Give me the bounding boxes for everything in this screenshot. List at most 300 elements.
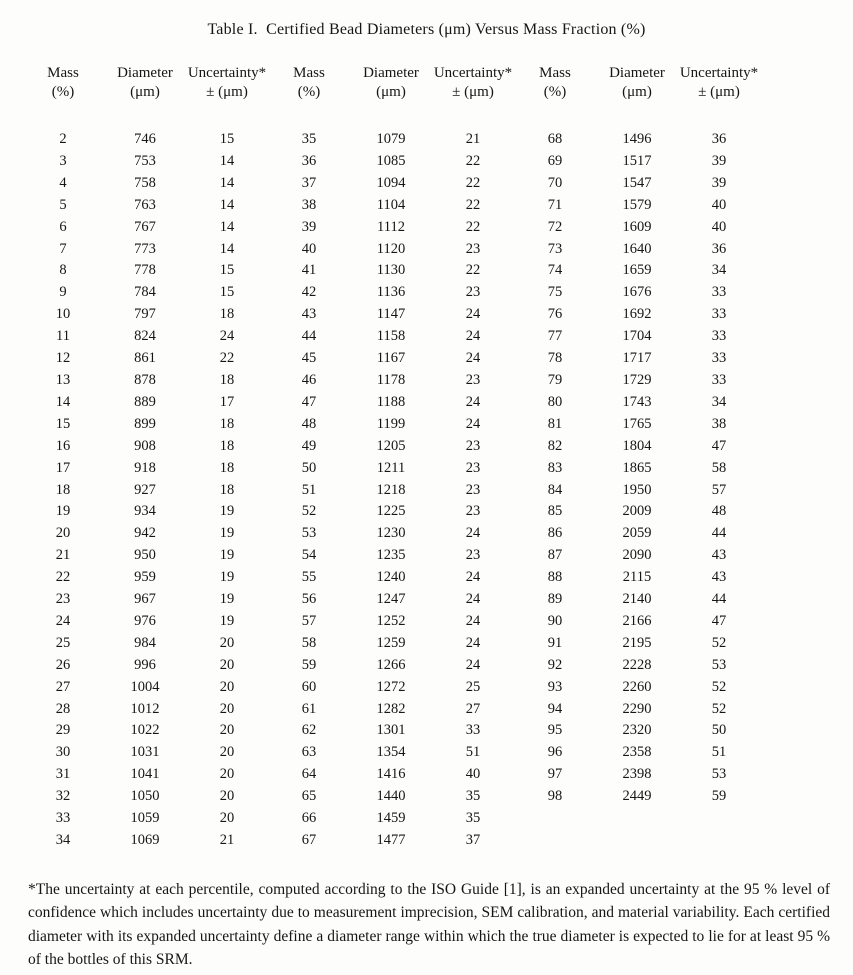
mass-cell bbox=[514, 830, 596, 852]
uncertainty-cell: 51 bbox=[465, 744, 481, 761]
uncertainty-cell: 50 bbox=[711, 722, 727, 739]
diameter-cell: 2290 bbox=[622, 700, 652, 717]
diameter-cell: 1717 bbox=[622, 350, 652, 367]
diameter-cell: 899 bbox=[134, 415, 156, 432]
uncertainty-cell: 34 bbox=[711, 393, 727, 410]
mass-cell: 49 bbox=[301, 437, 317, 454]
table-row bbox=[22, 392, 760, 414]
diameter-cell: 1865 bbox=[622, 459, 652, 476]
header-line: Mass bbox=[293, 65, 325, 81]
mass-cell: 67 bbox=[301, 832, 317, 848]
uncertainty-cell: 19 bbox=[219, 569, 235, 586]
mass-cell: 43 bbox=[301, 306, 317, 323]
uncertainty-cell: 39 bbox=[711, 152, 727, 169]
uncertainty-cell: 22 bbox=[465, 196, 481, 213]
table-row bbox=[22, 480, 760, 502]
diameter-cell: 763 bbox=[134, 196, 156, 213]
table-row bbox=[22, 611, 760, 633]
diameter-cell: 942 bbox=[134, 525, 156, 542]
mass-cell: 90 bbox=[547, 612, 563, 629]
footnote-text: *The uncertainty at each percentile, computed according to the ISO Guide [1], is an expanded uncertainty at the 95 % level of confidence which includes uncertainty due to measurement imprecision, SEM calibration, and material variability. Each certified diameter with its expanded uncertainty define a diameter range within which the true diameter is expected to lie for at least 95 % of the bottles of this SRM. bbox=[28, 880, 830, 969]
mass-cell: 58 bbox=[301, 634, 317, 651]
uncertainty-cell: 18 bbox=[219, 306, 235, 323]
mass-cell: 57 bbox=[301, 612, 317, 629]
mass-cell: 77 bbox=[547, 328, 563, 345]
mass-cell: 94 bbox=[547, 700, 563, 717]
table-row bbox=[22, 786, 760, 808]
mass-cell: 91 bbox=[547, 634, 563, 651]
mass-cell: 29 bbox=[55, 722, 71, 739]
uncertainty-cell: 51 bbox=[711, 744, 727, 761]
diameter-cell: 1104 bbox=[376, 196, 406, 213]
header-line: Diameter bbox=[363, 65, 419, 81]
table-row bbox=[22, 633, 760, 655]
mass-cell: 3 bbox=[59, 152, 67, 169]
uncertainty-cell: 20 bbox=[219, 766, 235, 783]
mass-cell: 69 bbox=[547, 152, 563, 169]
diameter-cell: 1950 bbox=[622, 481, 652, 498]
uncertainty-cell: 20 bbox=[219, 744, 235, 761]
mass-cell: 4 bbox=[59, 174, 67, 191]
diameter-cell: 1743 bbox=[622, 393, 652, 410]
mass-cell: 10 bbox=[55, 306, 71, 323]
uncertainty-cell: 21 bbox=[219, 832, 235, 848]
mass-cell: 93 bbox=[547, 678, 563, 695]
column-header-diameter bbox=[350, 64, 432, 129]
table-row bbox=[22, 304, 760, 326]
uncertainty-cell: 24 bbox=[465, 393, 481, 410]
uncertainty-cell: 59 bbox=[711, 788, 727, 805]
diameter-cell: 1167 bbox=[376, 350, 406, 367]
mass-cell: 62 bbox=[301, 722, 317, 739]
diameter-cell: 1031 bbox=[130, 744, 160, 761]
diameter-cell: 1266 bbox=[376, 656, 406, 673]
table-body bbox=[22, 129, 760, 852]
diameter-cell: 758 bbox=[134, 174, 156, 191]
mass-cell: 7 bbox=[59, 240, 67, 257]
uncertainty-cell: 33 bbox=[711, 306, 727, 323]
uncertainty-cell: 20 bbox=[219, 700, 235, 717]
mass-cell: 37 bbox=[301, 174, 317, 191]
diameter-cell: 1012 bbox=[130, 700, 160, 717]
header-line: ± (μm) bbox=[452, 84, 494, 100]
uncertainty-cell: 17 bbox=[219, 393, 235, 410]
mass-cell: 41 bbox=[301, 262, 317, 279]
mass-cell: 60 bbox=[301, 678, 317, 695]
uncertainty-cell: 39 bbox=[711, 174, 727, 191]
uncertainty-cell: 15 bbox=[219, 131, 235, 147]
uncertainty-cell: 20 bbox=[219, 810, 235, 827]
diameter-cell: 1050 bbox=[130, 788, 160, 805]
diameter-cell: 2009 bbox=[622, 503, 652, 520]
mass-cell: 82 bbox=[547, 437, 563, 454]
table-row bbox=[22, 808, 760, 830]
uncertainty-cell: 24 bbox=[465, 350, 481, 367]
uncertainty-cell: 19 bbox=[219, 547, 235, 564]
mass-cell: 14 bbox=[55, 393, 71, 410]
diameter-cell: 1729 bbox=[622, 371, 652, 388]
diameter-cell: 1692 bbox=[622, 306, 652, 323]
diameter-cell: 861 bbox=[134, 350, 156, 367]
uncertainty-cell: 27 bbox=[465, 700, 481, 717]
mass-cell: 53 bbox=[301, 525, 317, 542]
uncertainty-cell: 19 bbox=[219, 591, 235, 608]
table-row bbox=[22, 655, 760, 677]
uncertainty-cell: 37 bbox=[465, 832, 481, 848]
table-row bbox=[22, 501, 760, 523]
mass-cell: 38 bbox=[301, 196, 317, 213]
uncertainty-cell: 22 bbox=[465, 174, 481, 191]
diameter-cell: 1130 bbox=[376, 262, 406, 279]
diameter-cell: 889 bbox=[134, 393, 156, 410]
uncertainty-cell: 14 bbox=[219, 240, 235, 257]
uncertainty-cell: 15 bbox=[219, 262, 235, 279]
uncertainty-cell: 18 bbox=[219, 481, 235, 498]
diameter-cell: 1282 bbox=[376, 700, 406, 717]
mass-cell: 84 bbox=[547, 481, 563, 498]
uncertainty-cell: 23 bbox=[465, 503, 481, 520]
mass-cell: 61 bbox=[301, 700, 317, 717]
mass-cell: 56 bbox=[301, 591, 317, 608]
diameter-cell: 1640 bbox=[622, 240, 652, 257]
header-line: (μm) bbox=[622, 84, 652, 100]
mass-cell: 27 bbox=[55, 678, 71, 695]
uncertainty-cell bbox=[678, 808, 760, 830]
table-row bbox=[22, 720, 760, 742]
uncertainty-cell: 33 bbox=[711, 371, 727, 388]
diameter-cell: 1188 bbox=[376, 393, 406, 410]
uncertainty-cell: 47 bbox=[711, 612, 727, 629]
table-row bbox=[22, 830, 760, 852]
mass-cell: 42 bbox=[301, 284, 317, 301]
diameter-cell: 2398 bbox=[622, 766, 652, 783]
header-line: ± (μm) bbox=[698, 84, 740, 100]
table-title: Table I. Certified Bead Diameters (μm) Versus Mass Fraction (%) bbox=[207, 21, 646, 38]
table-row bbox=[22, 239, 760, 261]
mass-cell: 46 bbox=[301, 371, 317, 388]
mass-cell: 78 bbox=[547, 350, 563, 367]
header-line: Uncertainty* bbox=[433, 65, 513, 81]
uncertainty-cell: 20 bbox=[219, 788, 235, 805]
mass-cell: 39 bbox=[301, 218, 317, 235]
uncertainty-cell: 24 bbox=[465, 591, 481, 608]
diameter-cell: 1240 bbox=[376, 569, 406, 586]
diameter-cell: 1235 bbox=[376, 547, 406, 564]
mass-cell: 28 bbox=[55, 700, 71, 717]
mass-cell: 40 bbox=[301, 240, 317, 257]
uncertainty-cell: 33 bbox=[711, 328, 727, 345]
table-row bbox=[22, 282, 760, 304]
mass-cell: 16 bbox=[55, 437, 71, 454]
table-row bbox=[22, 677, 760, 699]
diameter-cell: 2228 bbox=[622, 656, 652, 673]
diameter-cell: 2449 bbox=[622, 788, 652, 805]
mass-cell bbox=[514, 808, 596, 830]
mass-cell: 66 bbox=[301, 810, 317, 827]
diameter-cell: 1004 bbox=[130, 678, 160, 695]
uncertainty-cell: 24 bbox=[465, 612, 481, 629]
mass-cell: 83 bbox=[547, 459, 563, 476]
table-row bbox=[22, 326, 760, 348]
diameter-cell: 2115 bbox=[622, 569, 652, 586]
diameter-cell: 1416 bbox=[376, 766, 406, 783]
uncertainty-cell bbox=[678, 830, 760, 852]
mass-cell: 8 bbox=[59, 262, 67, 279]
uncertainty-cell: 14 bbox=[219, 152, 235, 169]
column-header-mass bbox=[268, 64, 350, 129]
uncertainty-cell: 52 bbox=[711, 700, 727, 717]
table-row bbox=[22, 567, 760, 589]
uncertainty-cell: 20 bbox=[219, 656, 235, 673]
uncertainty-cell: 24 bbox=[465, 306, 481, 323]
uncertainty-cell: 25 bbox=[465, 678, 481, 695]
uncertainty-cell: 23 bbox=[465, 547, 481, 564]
diameter-cell: 950 bbox=[134, 547, 156, 564]
diameter-cell: 1477 bbox=[376, 832, 406, 848]
diameter-cell: 1094 bbox=[376, 174, 406, 191]
table-row bbox=[22, 173, 760, 195]
uncertainty-cell: 24 bbox=[465, 328, 481, 345]
diameter-cell bbox=[596, 808, 678, 830]
header-line: Diameter bbox=[117, 65, 173, 81]
diameter-cell: 967 bbox=[134, 591, 156, 608]
mass-cell: 47 bbox=[301, 393, 317, 410]
uncertainty-cell: 36 bbox=[711, 240, 727, 257]
column-header-diameter bbox=[104, 64, 186, 129]
uncertainty-cell: 23 bbox=[465, 437, 481, 454]
mass-cell: 51 bbox=[301, 481, 317, 498]
diameter-cell: 1247 bbox=[376, 591, 406, 608]
header-line: ± (μm) bbox=[206, 84, 248, 100]
uncertainty-cell: 44 bbox=[711, 525, 727, 542]
diameter-cell: 773 bbox=[134, 240, 156, 257]
uncertainty-cell: 47 bbox=[711, 437, 727, 454]
mass-cell: 23 bbox=[55, 591, 71, 608]
uncertainty-cell: 24 bbox=[465, 415, 481, 432]
mass-cell: 79 bbox=[547, 371, 563, 388]
mass-cell: 75 bbox=[547, 284, 563, 301]
diameter-cell: 1579 bbox=[622, 196, 652, 213]
header-line: (%) bbox=[297, 84, 321, 100]
diameter-cell: 1059 bbox=[130, 810, 160, 827]
bead-diameter-table bbox=[22, 64, 760, 852]
diameter-cell: 1225 bbox=[376, 503, 406, 520]
header-row bbox=[22, 64, 760, 129]
uncertainty-cell: 18 bbox=[219, 459, 235, 476]
table-row bbox=[22, 699, 760, 721]
mass-cell: 98 bbox=[547, 788, 563, 805]
mass-cell: 11 bbox=[56, 328, 70, 345]
diameter-cell: 1547 bbox=[622, 174, 652, 191]
mass-cell: 45 bbox=[301, 350, 317, 367]
diameter-cell: 1272 bbox=[376, 678, 406, 695]
mass-cell: 52 bbox=[301, 503, 317, 520]
diameter-cell: 1211 bbox=[376, 459, 406, 476]
header-line: (%) bbox=[543, 84, 567, 100]
mass-cell: 59 bbox=[301, 656, 317, 673]
uncertainty-cell: 24 bbox=[465, 634, 481, 651]
uncertainty-cell: 43 bbox=[711, 547, 727, 564]
diameter-cell: 918 bbox=[134, 459, 156, 476]
table-row bbox=[22, 742, 760, 764]
uncertainty-cell: 52 bbox=[711, 634, 727, 651]
table-row bbox=[22, 764, 760, 786]
diameter-cell: 1022 bbox=[130, 722, 160, 739]
mass-cell: 86 bbox=[547, 525, 563, 542]
diameter-cell: 2195 bbox=[622, 634, 652, 651]
diameter-cell: 959 bbox=[134, 569, 156, 586]
uncertainty-cell: 40 bbox=[711, 196, 727, 213]
diameter-cell: 1112 bbox=[377, 218, 405, 235]
uncertainty-cell: 57 bbox=[711, 481, 727, 498]
diameter-cell: 2059 bbox=[622, 525, 652, 542]
table-row bbox=[22, 151, 760, 173]
mass-cell: 50 bbox=[301, 459, 317, 476]
uncertainty-cell: 35 bbox=[465, 810, 481, 827]
mass-cell: 21 bbox=[55, 547, 71, 564]
table-row bbox=[22, 436, 760, 458]
mass-cell: 80 bbox=[547, 393, 563, 410]
mass-cell: 65 bbox=[301, 788, 317, 805]
diameter-cell: 1147 bbox=[376, 306, 406, 323]
mass-cell: 13 bbox=[55, 371, 71, 388]
diameter-cell: 778 bbox=[134, 262, 156, 279]
mass-cell: 72 bbox=[547, 218, 563, 235]
uncertainty-cell: 19 bbox=[219, 503, 235, 520]
header-line: (μm) bbox=[376, 84, 406, 100]
diameter-cell: 984 bbox=[134, 634, 156, 651]
uncertainty-cell: 43 bbox=[711, 569, 727, 586]
diameter-cell: 1704 bbox=[622, 328, 652, 345]
mass-cell: 36 bbox=[301, 152, 317, 169]
diameter-cell: 996 bbox=[134, 656, 156, 673]
mass-cell: 17 bbox=[55, 459, 71, 476]
uncertainty-cell: 36 bbox=[711, 131, 727, 147]
header-line: Mass bbox=[47, 65, 79, 81]
mass-cell: 73 bbox=[547, 240, 563, 257]
diameter-cell: 1120 bbox=[376, 240, 406, 257]
diameter-cell: 1459 bbox=[376, 810, 406, 827]
mass-cell: 81 bbox=[547, 415, 563, 432]
table-row bbox=[22, 589, 760, 611]
diameter-cell: 2140 bbox=[622, 591, 652, 608]
mass-cell: 31 bbox=[55, 766, 71, 783]
column-header-uncertainty bbox=[186, 64, 268, 129]
mass-cell: 22 bbox=[55, 569, 71, 586]
diameter-cell: 1301 bbox=[376, 722, 406, 739]
column-header-mass bbox=[514, 64, 596, 129]
diameter-cell: 1259 bbox=[376, 634, 406, 651]
table-row bbox=[22, 348, 760, 370]
uncertainty-cell: 23 bbox=[465, 240, 481, 257]
header-line: (%) bbox=[51, 84, 75, 100]
diameter-cell: 767 bbox=[134, 218, 156, 235]
mass-cell: 32 bbox=[55, 788, 71, 805]
diameter-cell: 878 bbox=[134, 371, 156, 388]
uncertainty-cell: 33 bbox=[711, 284, 727, 301]
diameter-cell: 1069 bbox=[130, 832, 160, 848]
table-row bbox=[22, 217, 760, 239]
uncertainty-cell: 24 bbox=[465, 525, 481, 542]
uncertainty-cell: 44 bbox=[711, 591, 727, 608]
table-row bbox=[22, 414, 760, 436]
mass-cell: 25 bbox=[55, 634, 71, 651]
uncertainty-cell: 14 bbox=[219, 196, 235, 213]
uncertainty-cell: 23 bbox=[465, 284, 481, 301]
diameter-cell: 1440 bbox=[376, 788, 406, 805]
uncertainty-cell: 15 bbox=[219, 284, 235, 301]
diameter-cell: 908 bbox=[134, 437, 156, 454]
mass-cell: 48 bbox=[301, 415, 317, 432]
uncertainty-cell: 24 bbox=[219, 328, 235, 345]
uncertainty-cell: 14 bbox=[219, 174, 235, 191]
diameter-cell: 1676 bbox=[622, 284, 652, 301]
mass-cell: 26 bbox=[55, 656, 71, 673]
table-row bbox=[22, 129, 760, 151]
uncertainty-cell: 53 bbox=[711, 656, 727, 673]
uncertainty-cell: 35 bbox=[465, 788, 481, 805]
uncertainty-cell: 19 bbox=[219, 612, 235, 629]
diameter-cell: 1136 bbox=[376, 284, 406, 301]
diameter-cell: 1199 bbox=[376, 415, 406, 432]
table-row bbox=[22, 195, 760, 217]
uncertainty-cell: 20 bbox=[219, 678, 235, 695]
header-line: Uncertainty* bbox=[187, 65, 267, 81]
diameter-cell: 1765 bbox=[622, 415, 652, 432]
diameter-cell: 2260 bbox=[622, 678, 652, 695]
mass-cell: 9 bbox=[59, 284, 67, 301]
diameter-cell: 927 bbox=[134, 481, 156, 498]
header-line: Diameter bbox=[609, 65, 665, 81]
diameter-cell: 1496 bbox=[622, 131, 652, 147]
uncertainty-cell: 23 bbox=[465, 371, 481, 388]
mass-cell: 89 bbox=[547, 591, 563, 608]
uncertainty-cell: 34 bbox=[711, 262, 727, 279]
mass-cell: 95 bbox=[547, 722, 563, 739]
diameter-cell: 1230 bbox=[376, 525, 406, 542]
uncertainty-cell: 23 bbox=[465, 481, 481, 498]
diameter-cell: 784 bbox=[134, 284, 156, 301]
column-header-mass bbox=[22, 64, 104, 129]
diameter-cell: 1041 bbox=[130, 766, 160, 783]
mass-cell: 34 bbox=[55, 832, 71, 848]
mass-cell: 70 bbox=[547, 174, 563, 191]
mass-cell: 30 bbox=[55, 744, 71, 761]
diameter-cell: 1218 bbox=[376, 481, 406, 498]
mass-cell: 19 bbox=[55, 503, 71, 520]
header-line: Mass bbox=[539, 65, 571, 81]
uncertainty-cell: 58 bbox=[711, 459, 727, 476]
diameter-cell: 934 bbox=[134, 503, 156, 520]
uncertainty-cell: 20 bbox=[219, 722, 235, 739]
uncertainty-cell: 52 bbox=[711, 678, 727, 695]
mass-cell: 55 bbox=[301, 569, 317, 586]
uncertainty-cell: 33 bbox=[465, 722, 481, 739]
uncertainty-cell: 38 bbox=[711, 415, 727, 432]
table-row bbox=[22, 458, 760, 480]
uncertainty-cell: 24 bbox=[465, 569, 481, 586]
uncertainty-cell: 22 bbox=[219, 350, 235, 367]
uncertainty-cell: 21 bbox=[465, 131, 481, 147]
mass-cell: 33 bbox=[55, 810, 71, 827]
table-header bbox=[22, 64, 760, 129]
diameter-cell: 1252 bbox=[376, 612, 406, 629]
uncertainty-cell: 22 bbox=[465, 218, 481, 235]
mass-cell: 2 bbox=[59, 131, 67, 147]
column-header-uncertainty bbox=[432, 64, 514, 129]
mass-cell: 18 bbox=[55, 481, 71, 498]
mass-cell: 44 bbox=[301, 328, 317, 345]
